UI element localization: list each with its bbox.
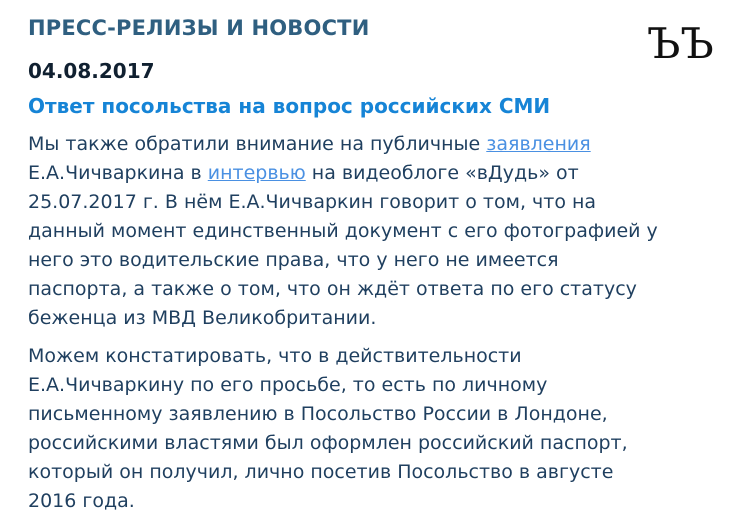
paragraph-line: 25.07.2017 г. В нём Е.А.Чичваркин говорит о том, что на xyxy=(28,191,597,213)
article-paragraph-2 xyxy=(28,342,718,513)
section-title: ПРЕСС-РЕЛИЗЫ И НОВОСТИ xyxy=(28,16,370,40)
paragraph-text: Е.А.Чичваркина в xyxy=(28,162,208,184)
paragraph-line: паспорта, а также о том, что он ждёт ответа по его статусу xyxy=(28,278,637,300)
article-paragraph-1 xyxy=(28,130,718,333)
paragraph-line: который он получил, лично посетив Посольство в августе xyxy=(28,461,614,483)
paragraph-line: 2016 года. xyxy=(28,490,135,512)
kommersant-logo-icon: ЪЪ xyxy=(647,19,714,68)
paragraph-line: беженца из МВД Великобритании. xyxy=(28,307,377,329)
article-body xyxy=(28,130,718,513)
article-date: 04.08.2017 xyxy=(28,59,155,83)
paragraph-line: Можем констатировать, что в действительности xyxy=(28,345,522,367)
paragraph-line: Е.А.Чичваркину по его просьбе, то есть по личному xyxy=(28,374,548,396)
paragraph-line: письменному заявлению в Посольство России в Лондоне, xyxy=(28,403,608,425)
statements-link[interactable]: заявления xyxy=(486,133,591,155)
paragraph-line xyxy=(28,159,718,188)
interview-link[interactable]: интервью xyxy=(207,162,306,184)
paragraph-line: российскими властями был оформлен российский паспорт, xyxy=(28,432,628,454)
paragraph-line xyxy=(28,130,718,159)
paragraph-text: Мы также обратили внимание на публичные xyxy=(28,133,487,155)
paragraph-line: него это водительские права, что у него не имеется xyxy=(28,249,559,271)
article-headline[interactable]: Ответ посольства на вопрос российских СМИ xyxy=(28,94,551,118)
paragraph-text: на видеоблоге «вДудь» от xyxy=(305,162,579,184)
paragraph-line: данный момент единственный документ с его фотографией у xyxy=(28,220,658,242)
